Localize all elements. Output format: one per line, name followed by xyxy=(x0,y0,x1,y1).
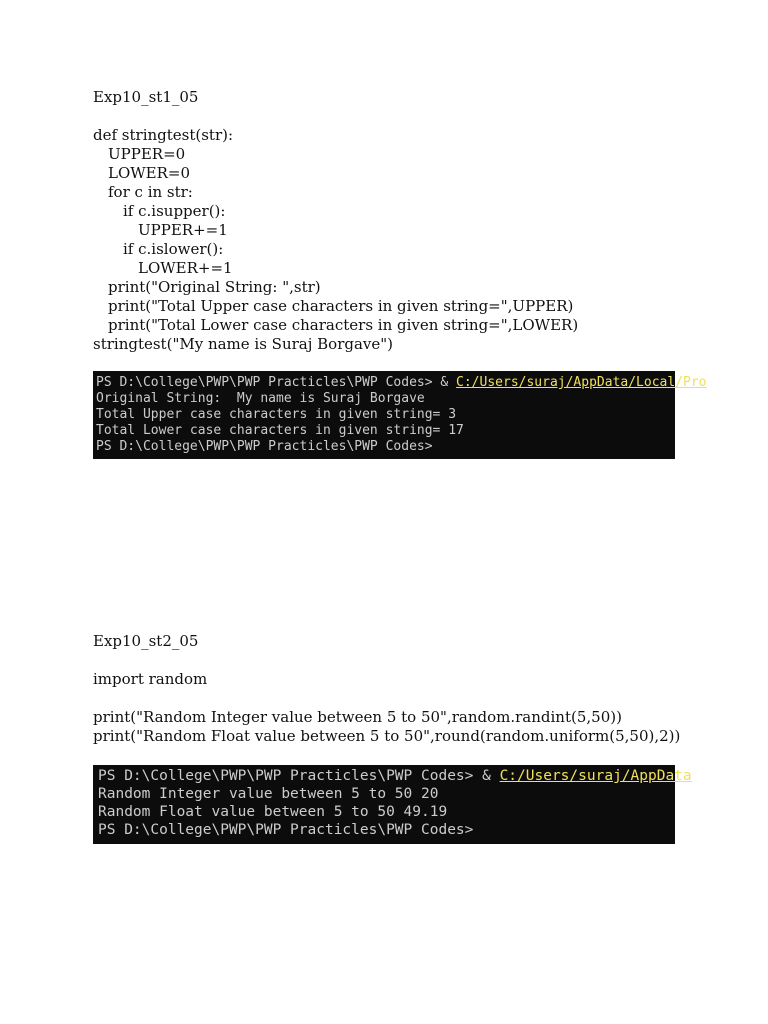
terminal-prompt: PS D:\College\PWP\PWP Practicles\PWP Codes> & xyxy=(98,768,500,784)
code-line: LOWER+=1 xyxy=(138,259,233,277)
terminal-path: C:/Users/suraj/AppData/Local/Pro xyxy=(456,375,707,390)
terminal-output-screenshot xyxy=(93,765,692,844)
terminal-line: Original String: My name is Suraj Borgave xyxy=(96,391,425,406)
code-line: if c.isupper(): xyxy=(123,202,226,220)
code-line: stringtest("My name is Suraj Borgave") xyxy=(93,335,394,353)
code-line: if c.islower(): xyxy=(123,240,224,258)
code-line: for c in str: xyxy=(108,183,193,201)
code-line: print("Random Float value between 5 to 50",round(random.uniform(5,50),2)) xyxy=(93,727,681,745)
terminal-line: Random Integer value between 5 to 50 20 xyxy=(98,786,439,802)
terminal-line: Total Lower case characters in given string= 17 xyxy=(96,423,464,438)
terminal-path: C:/Users/suraj/AppData xyxy=(499,768,692,784)
code-line: UPPER=0 xyxy=(108,145,186,163)
code-line: print("Random Integer value between 5 to 50",random.randint(5,50)) xyxy=(93,708,622,726)
terminal-line: Total Upper case characters in given string= 3 xyxy=(96,407,457,422)
terminal-prompt-line xyxy=(96,375,707,391)
section2-title: Exp10_st2_05 xyxy=(93,632,199,650)
code-line: print("Total Lower case characters in given string=",LOWER) xyxy=(108,316,579,334)
code-line: UPPER+=1 xyxy=(138,221,228,239)
terminal-prompt-line xyxy=(98,767,692,785)
terminal-prompt: PS D:\College\PWP\PWP Practicles\PWP Codes> & xyxy=(96,375,457,390)
code-line: print("Total Upper case characters in given string=",UPPER) xyxy=(108,297,574,315)
terminal-line: PS D:\College\PWP\PWP Practicles\PWP Codes> xyxy=(98,822,474,838)
terminal-line: PS D:\College\PWP\PWP Practicles\PWP Codes> xyxy=(96,439,433,454)
section1-title: Exp10_st1_05 xyxy=(93,88,199,106)
terminal-line: Random Float value between 5 to 50 49.19 xyxy=(98,804,448,820)
code-line: import random xyxy=(93,670,208,688)
code-line: def stringtest(str): xyxy=(93,126,234,144)
code-line: print("Original String: ",str) xyxy=(108,278,321,296)
terminal-output-screenshot xyxy=(93,371,707,459)
code-line: LOWER=0 xyxy=(108,164,191,182)
